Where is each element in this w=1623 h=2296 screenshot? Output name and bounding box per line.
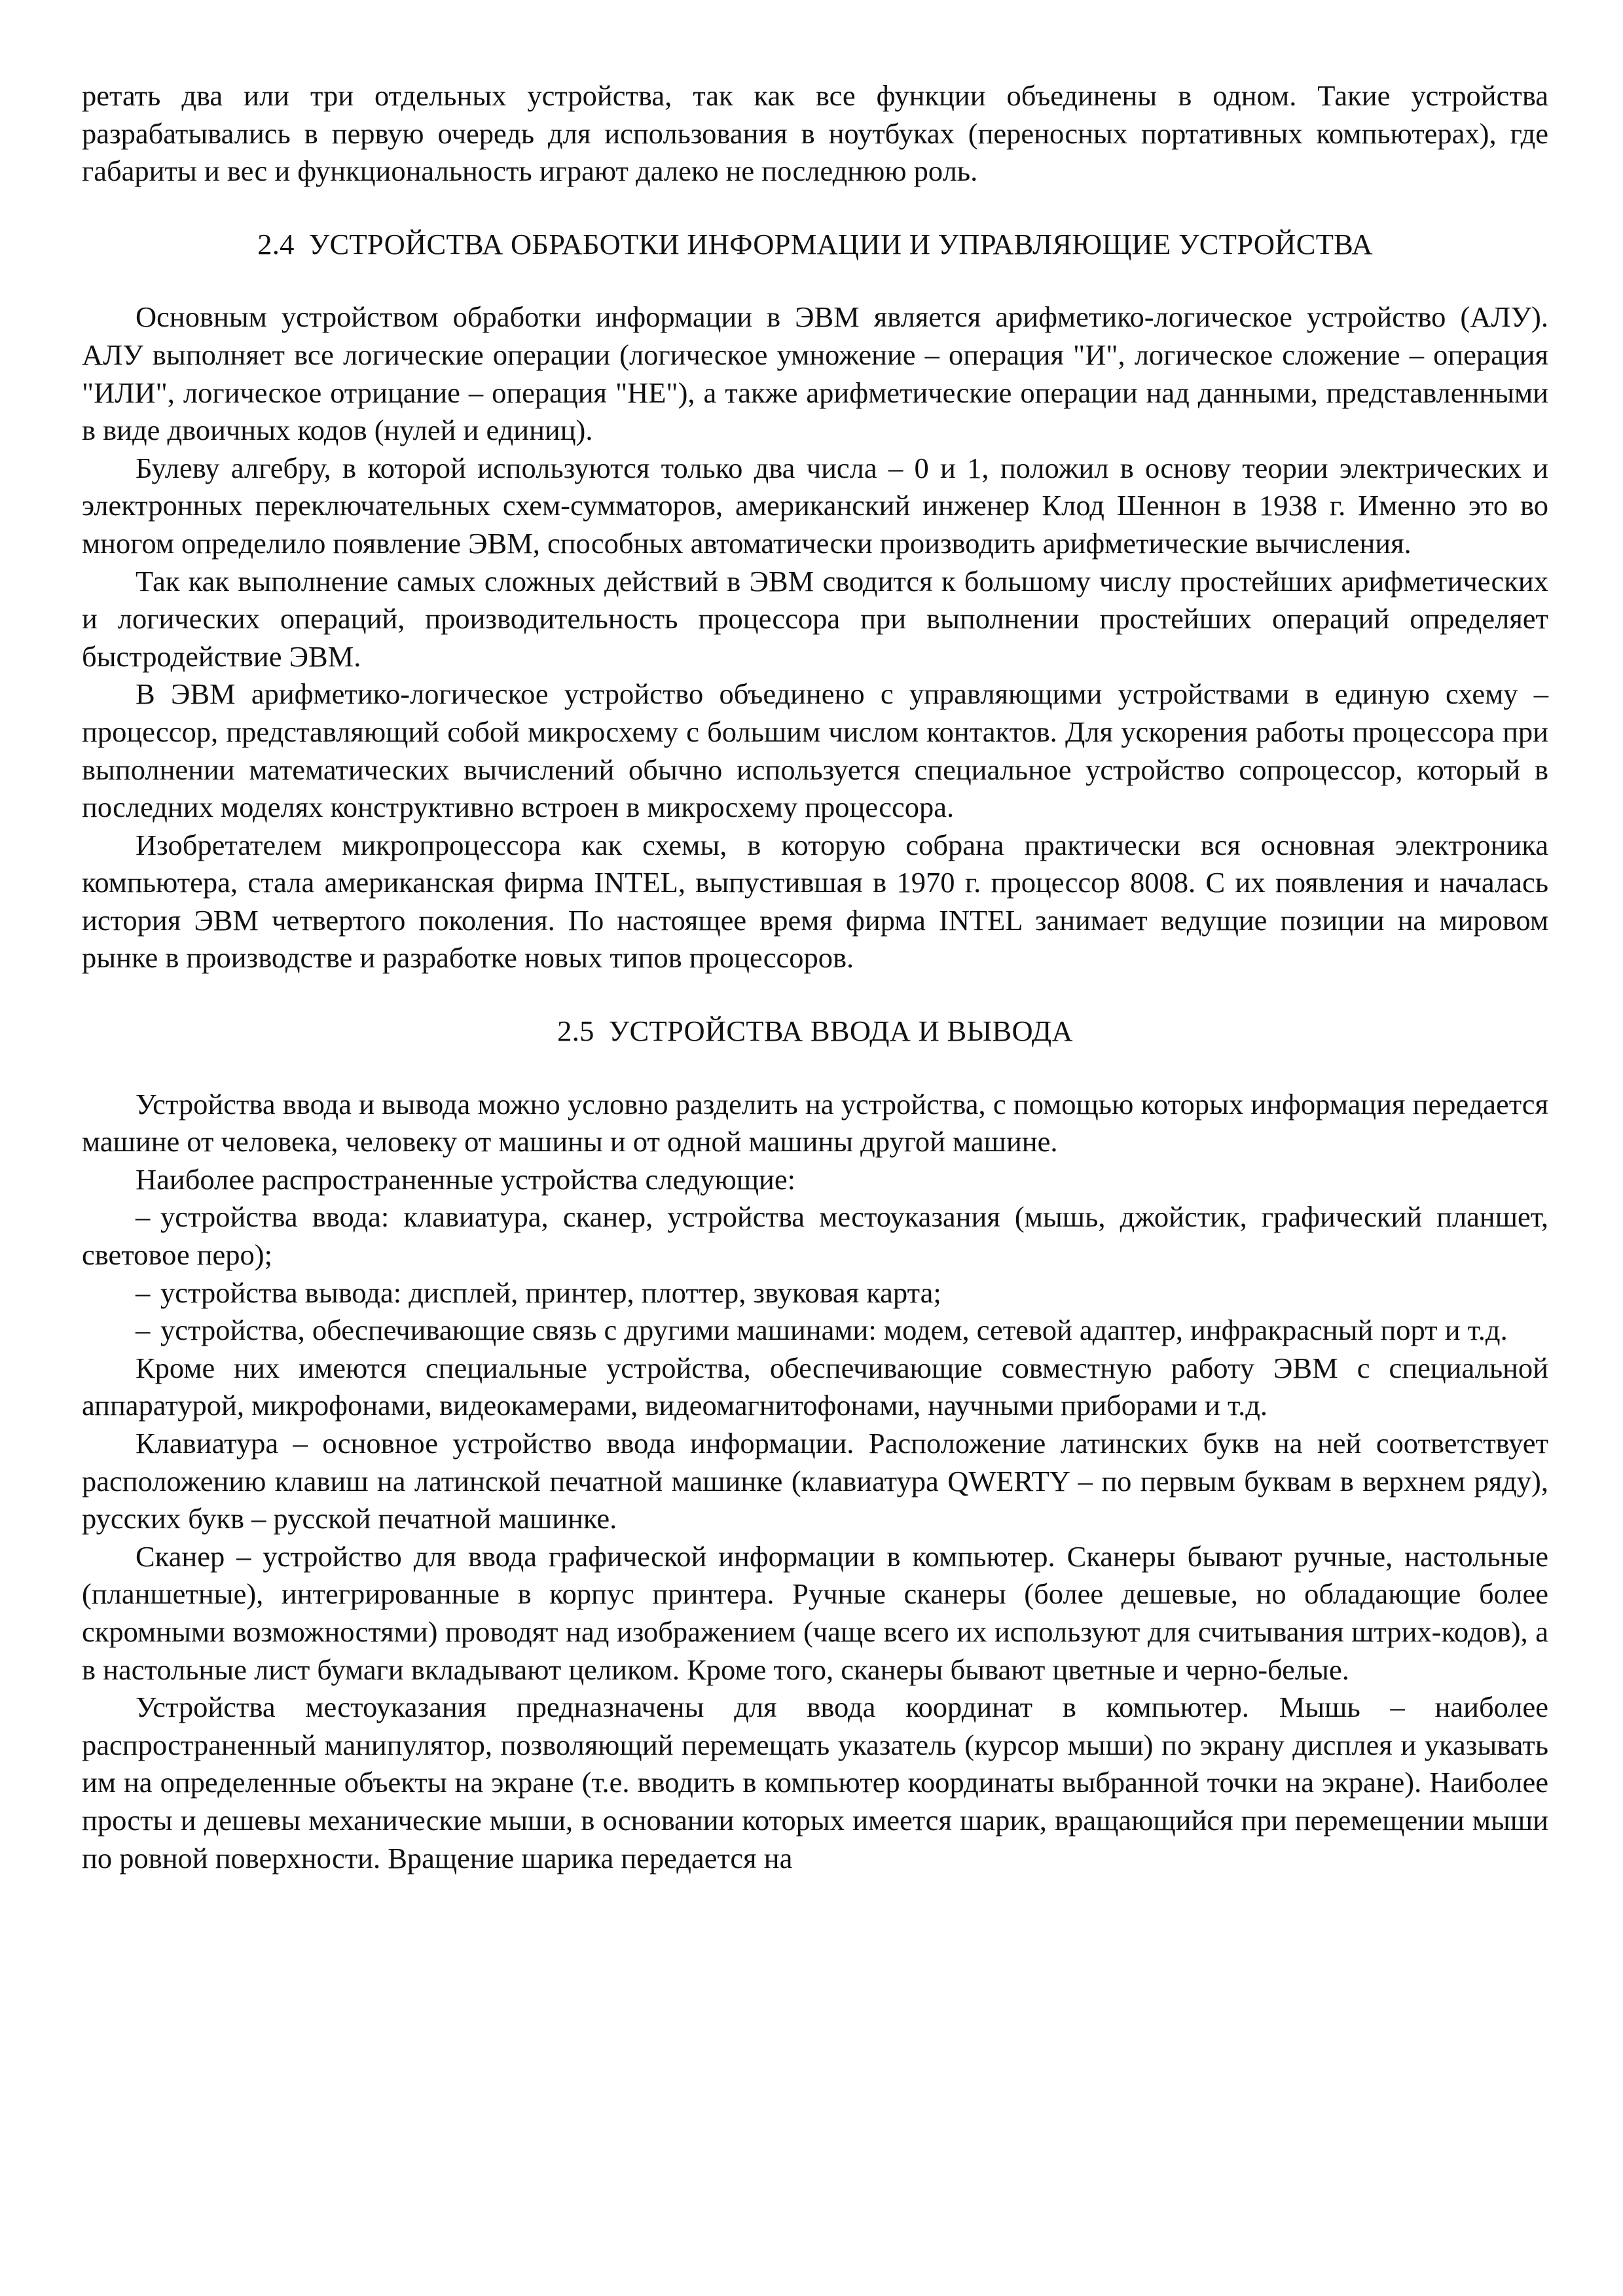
paragraph: Клавиатура – основное устройство ввода информации. Расположение латинских букв на ней соответствует расположению клавиш на латинской печатной машинке (клавиатура QWERTY – по первым буквам в верхнем ряду), русских букв – русской печатной машинке. [82,1427,1548,1535]
paragraph: Так как выполнение самых сложных действий в ЭВМ сводится к большому числу простейших арифметических и логических операций, производительность процессора при выполнении простейших операций определяет быстродействие ЭВМ. [82,564,1548,673]
document-page [82,77,1548,1877]
paragraph: Основным устройством обработки информации в ЭВМ является арифметико-логическое устройство (АЛУ). АЛУ выполняет все логические операции (логическое умножение – операция "И", логическое сложение – операция "ИЛИ", логическое отрицание – операция "НЕ"), а также арифметические операции над данными, представленными в виде двоичных кодов (нулей и единиц). [82,300,1548,447]
section-title: УСТРОЙСТВА ВВОДА И ВЫВОДА [608,1014,1073,1048]
paragraph: Изобретателем микропроцессора как схемы, в которую собрана практически вся основная электроника компьютера, стала американская фирма INTEL, выпустившая в 1970 г. процессор 8008. С их появления и началась история ЭВМ четвертого поколения. По настоящее время фирма INTEL занимает ведущие позиции на мировом рынке в производстве и разработке новых типов процессоров. [82,828,1548,975]
section-heading-2-4 [82,226,1548,264]
section-title: УСТРОЙСТВА ОБРАБОТКИ ИНФОРМАЦИИ И УПРАВЛЯЮЩИЕ УСТРОЙСТВА [308,227,1373,260]
section-heading-2-5 [82,1013,1548,1050]
paragraph: Булеву алгебру, в которой используются только два числа – 0 и 1, положил в основу теории электрических и электронных переключательных схем-сумматоров, американский инженер Клод Шеннон в 1938 г. Именно это во многом определило появление ЭВМ, способных автоматически производить арифметические вычисления. [82,451,1548,560]
list-item [82,1274,1548,1312]
section-number: 2.4 [257,227,295,260]
section-number: 2.5 [557,1014,594,1048]
list-item-text: устройства, обеспечивающие связь с другими машинами: модем, сетевой адаптер, инфракрасный порт и т.д. [160,1314,1508,1347]
paragraph: Устройства местоуказания предназначены для ввода координат в компьютер. Мышь – наиболее распространенный манипулятор, позволяющий перемещать указатель (курсор мыши) по экрану дисплея и указывать им на определенные объекты на экране (т.е. вводить в компьютер координаты выбранной точки на экране). Наиболее просты и дешевы механические мыши, в основании которых имеется шарик, вращающийся при перемещении мыши по ровной поверхности. Вращение шарика передается на [82,1691,1548,1874]
list-dash: – [136,1200,151,1234]
paragraph: Кроме них имеются специальные устройства, обеспечивающие совместную работу ЭВМ с специальной аппаратурой, микрофонами, видеокамерами, видеомагнитофонами, научными приборами и т.д. [82,1351,1548,1422]
list-dash: – [136,1276,151,1309]
list-item-text: устройства ввода: клавиатура, сканер, устройства местоуказания (мышь, джойстик, графический планшет, световое перо); [82,1200,1548,1272]
list-item [82,1198,1548,1274]
list-item-text: устройства вывода: дисплей, принтер, плоттер, звуковая карта; [160,1276,941,1309]
paragraph: Сканер – устройство для ввода графической информации в компьютер. Сканеры бывают ручные, настольные (планшетные), интегрированные в корпус принтера. Ручные сканеры (более дешевые, но обладающие более скромными возможностями) проводят над изображением (чаще всего их используют для считывания штрих-кодов), а в настольные лист бумаги вкладывают целиком. Кроме того, сканеры бывают цветные и черно-белые. [82,1539,1548,1686]
paragraph: Устройства ввода и вывода можно условно разделить на устройства, с помощью которых информация передается машине от человека, человеку от машины и от одной машины другой машине. [82,1087,1548,1158]
list-dash: – [136,1314,151,1347]
paragraph: Наиболее распространенные устройства следующие: [136,1162,795,1196]
paragraph: В ЭВМ арифметико-логическое устройство объединено с управляющими устройствами в единую схему – процессор, представляющий собой микросхему с большим числом контактов. Для ускорения работы процессора при выполнении математических вычислений обычно используется специальное устройство сопроцессор, который в последних моделях конструктивно встроен в микросхему процессора. [82,677,1548,824]
paragraph-continuation: ретать два или три отдельных устройства, так как все функции объединены в одном. Такие устройства разрабатывались в первую очередь для использования в ноутбуках (переносных портативных компьютерах), где габариты и вес и функциональность играют далеко не последнюю роль. [82,79,1548,188]
list-item [82,1312,1548,1350]
